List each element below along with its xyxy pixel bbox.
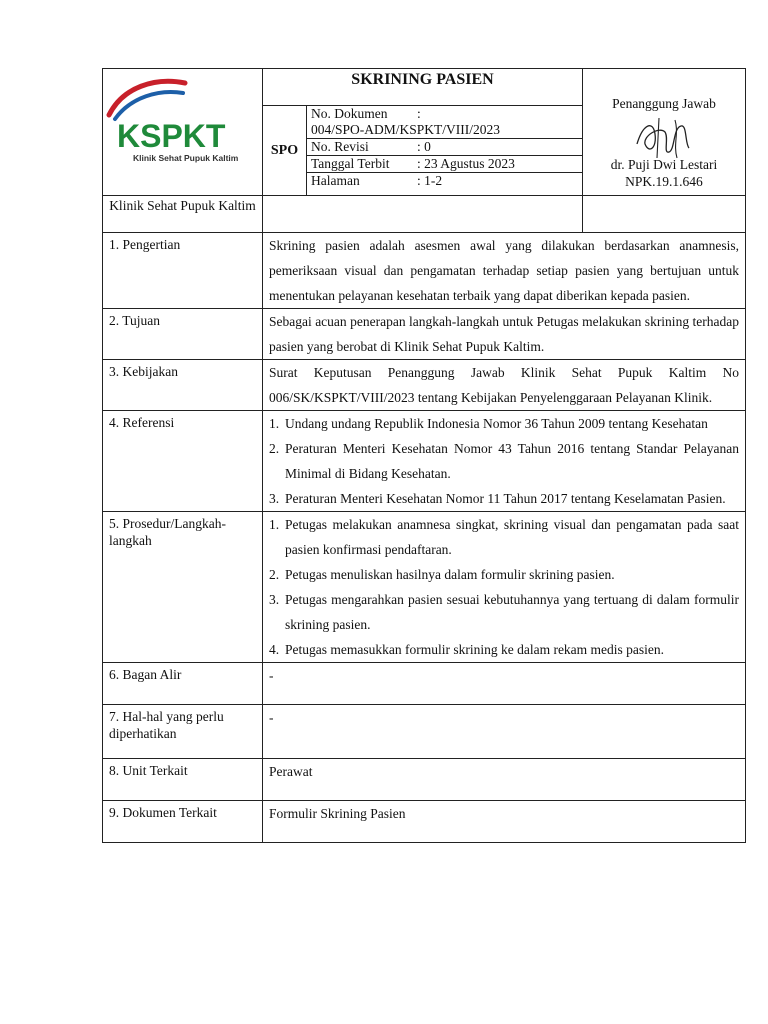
document-header <box>102 68 746 233</box>
table-row <box>103 512 746 663</box>
meta-page: Halaman : 1-2 <box>311 173 443 188</box>
list-item: 1. Undang undang Republik Indonesia Nomor 36 Tahun 2009 tentang Kesehatan <box>269 416 708 431</box>
list-item: 2. Peraturan Menteri Kesehatan Nomor 43 Tahun 2016 tentang Standar Pelayanan Minimal di Bidang Kesehatan. <box>269 441 739 481</box>
blank-cell <box>263 196 583 233</box>
row-value: - <box>263 705 746 759</box>
document-meta <box>307 106 583 196</box>
list-item: 3. Petugas mengarahkan pasien sesuai kebutuhannya yang tertuang di dalam formulir skrining pasien. <box>269 592 739 632</box>
responsible-cell <box>583 69 746 196</box>
list-item: 2. Petugas menuliskan hasilnya dalam formulir skrining pasien. <box>269 567 615 582</box>
row-value: Formulir Skrining Pasien <box>263 801 746 843</box>
list-item: 1. Petugas melakukan anamnesa singkat, skrining visual dan pengamatan pada saat pasien konfirmasi pendaftaran. <box>269 517 739 557</box>
table-row <box>103 801 746 843</box>
blank-cell <box>583 196 746 233</box>
logo-cell <box>103 69 263 196</box>
list-item: 4. Petugas memasukkan formulir skrining ke dalam rekam medis pasien. <box>269 642 665 657</box>
row-value: Sebagai acuan penerapan langkah-langkah untuk Petugas melakukan skrining terhadap pasien yang berobat di Klinik Sehat Pupuk Kaltim. <box>263 309 746 360</box>
row-key: 1. Pengertian <box>103 233 263 309</box>
spo-label: SPO <box>263 106 307 196</box>
responsible-label: Penanggung Jawab <box>612 96 716 111</box>
row-key: 2. Tujuan <box>103 309 263 360</box>
document-title: SKRINING PASIEN <box>263 69 583 106</box>
svg-text:KSPKT: KSPKT <box>117 118 226 154</box>
meta-document-number: No. Dokumen : 004/SPO-ADM/KSPKT/VIII/2023 <box>307 106 582 139</box>
row-value: Surat Keputusan Penanggung Jawab Klinik Sehat Pupuk Kaltim No 006/SK/KSPKT/VIII/2023 tentang Kebijakan Penyelenggaraan Pelayanan Klinik. <box>263 360 746 411</box>
svg-text:Klinik Sehat Pupuk Kaltim: Klinik Sehat Pupuk Kaltim <box>133 153 239 163</box>
table-row <box>103 759 746 801</box>
row-value: Skrining pasien adalah asesmen awal yang dilakukan berdasarkan anamnesis, pemeriksaan visual dan pengamatan terhadap setiap pasien yang bertujuan untuk menentukan pelayanan kesehatan terbaik yang dapat diberikan kepada pasien. <box>263 233 746 309</box>
sop-body <box>102 232 746 843</box>
responsible-npk: NPK.19.1.646 <box>625 174 703 189</box>
row-key: 7. Hal-hal yang perlu diperhatikan <box>103 705 263 759</box>
table-row <box>103 705 746 759</box>
kspkt-logo <box>103 69 261 191</box>
row-key: 5. Prosedur/Langkah-langkah <box>103 512 263 663</box>
clinic-name: Klinik Sehat Pupuk Kaltim <box>103 196 263 233</box>
row-value <box>263 411 746 512</box>
meta-issue-date: Tanggal Terbit : 23 Agustus 2023 <box>307 156 582 173</box>
sop-document <box>102 68 745 843</box>
table-row <box>103 411 746 512</box>
row-value <box>263 512 746 663</box>
row-value: - <box>263 663 746 705</box>
signature <box>629 114 699 162</box>
meta-revision: No. Revisi : 0 <box>307 139 582 156</box>
row-value: Perawat <box>263 759 746 801</box>
responsible-name: dr. Puji Dwi Lestari <box>610 157 718 172</box>
row-key: 3. Kebijakan <box>103 360 263 411</box>
row-key: 9. Dokumen Terkait <box>103 801 263 843</box>
list-item: 3. Peraturan Menteri Kesehatan Nomor 11 Tahun 2017 tentang Keselamatan Pasien. <box>269 491 726 506</box>
table-row <box>103 233 746 309</box>
table-row <box>103 360 746 411</box>
row-key: 4. Referensi <box>103 411 263 512</box>
table-row <box>103 309 746 360</box>
table-row <box>103 663 746 705</box>
row-key: 6. Bagan Alir <box>103 663 263 705</box>
row-key: 8. Unit Terkait <box>103 759 263 801</box>
